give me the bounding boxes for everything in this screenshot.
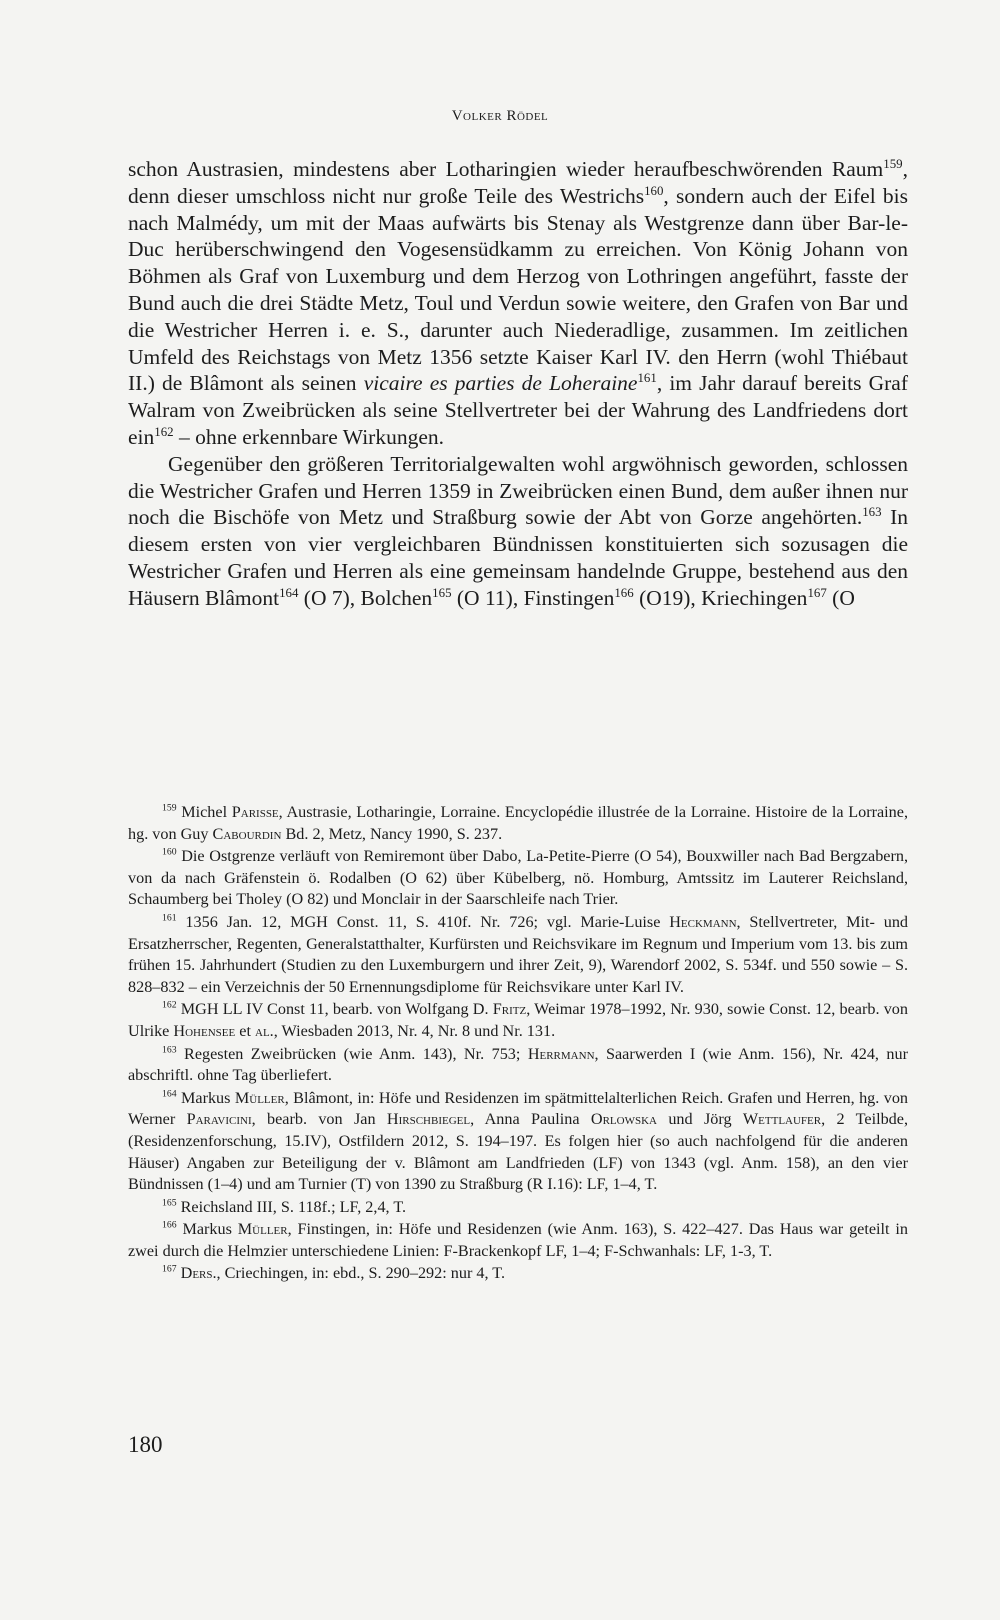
author-name: al.	[255, 1021, 274, 1040]
author-name: Orlowska	[590, 1110, 657, 1129]
author-name: Müller	[234, 1088, 285, 1107]
text-span: , Saarwerden I (wie Anm. 156), Nr. 424, nur abschriftl. ohne Tag überliefert.	[128, 1044, 908, 1085]
text-span: MGH LL IV Const 11, bearb. von Wolfgang D.	[180, 1000, 493, 1019]
footnote-number: 167	[162, 1264, 177, 1276]
text-span: , 2 Teilbde, (Residenzenforschung, 15.IV), Ostfildern 2012, S. 194–197. Es folgen hier (so auch nachfolgend für die anderen Häuser) Angaben zur Beteiligung der v. Blâmont am Landfrieden (LF) von 1343 (vgl. Anm. 158), an den vier Bündnissen (1–4) und am Turnier (T) von 1390 zu Straßburg (R I.16): LF, 1–4, T.	[128, 1110, 908, 1194]
text-span: (O	[826, 585, 855, 610]
text-span: – ohne erkennbare Wirkungen.	[173, 424, 445, 449]
text-span: , im Jahr darauf bereits Graf Walram von Zweibrücken als seine Stellvertreter bei der Wahrung des Landfriedens dort ein	[128, 371, 908, 449]
text-span: , bearb. von Jan	[251, 1110, 387, 1129]
footnote-ref-165[interactable]: 165	[432, 585, 452, 600]
footnote-165	[128, 1197, 908, 1219]
footnote-ref-163[interactable]: 163	[862, 505, 882, 520]
footnote-ref-160[interactable]: 160	[644, 183, 664, 198]
text-span: , Stellvertreter, Mit- und Ersatzherrscher, Regenten, Generalstatthalter, Kurfürsten und Reichsvikare im Regnum und Imperium vom 13. bis zum frühen 15. Jahrhundert (Studien zu den Luxemburgern und ihrer Zeit, 9), Warendorf 2002, S. 534f. und 550 sowie – S. 828–832 – ein Verzeichnis der 50 Ernennungsdiplome für Reichsvikare unter Karl IV.	[128, 912, 909, 996]
author-name: Fritz	[492, 1000, 527, 1019]
text-span: und Jörg	[656, 1110, 743, 1129]
text-span: , Weimar 1978–1992, Nr. 930, sowie Const. 12, bearb. von Ulrike	[128, 1000, 908, 1040]
author-name: Hohensee	[173, 1021, 236, 1040]
footnote-number: 163	[162, 1044, 177, 1056]
text-span: (O 7), Bolchen	[298, 585, 433, 610]
text-span: Gegenüber den größeren Territorialgewalten wohl argwöhnisch geworden, schlossen die Westricher Grafen und Herren 1359 in Zweibrücken einen Bund, dem außer ihnen nur noch die Bischöfe von Metz und Straßburg sowie der Abt von Gorze angehörten.	[128, 451, 908, 530]
text-span: , Wiesbaden 2013, Nr. 4, Nr. 8 und Nr. 131.	[273, 1021, 556, 1040]
footnotes	[128, 802, 908, 1286]
footnote-ref-166[interactable]: 166	[614, 585, 634, 600]
text-span: , Criechingen, in: ebd., S. 290–292: nur 4, T.	[216, 1264, 506, 1283]
footnote-number: 160	[162, 846, 177, 858]
text-span: schon Austrasien, mindestens aber Lotharingien wieder heraufbeschwörenden Raum	[128, 157, 884, 181]
author-name: Cabourdin	[212, 824, 282, 843]
footnote-161	[128, 912, 908, 998]
text-span: 1356 Jan. 12, MGH Const. 11, S. 410f. Nr. 726; vgl. Marie-Luise	[185, 912, 670, 931]
text-span: (O19), Kriechingen	[633, 585, 808, 610]
footnote-ref-162[interactable]: 162	[154, 424, 174, 439]
main-text	[128, 156, 908, 612]
footnote-number: 159	[162, 802, 177, 814]
footnote-number: 166	[162, 1219, 177, 1231]
author-name: Parisse	[231, 803, 279, 821]
author-name: Paravicini	[186, 1110, 252, 1129]
footnote-163	[128, 1044, 908, 1087]
text-span: et	[235, 1021, 255, 1040]
author-name: Ders.	[180, 1264, 217, 1283]
text-span: , Finstingen, in: Höfe und Residenzen (wie Anm. 163), S. 422–427. Das Haus war geteilt in zwei durch die Helmzier unterschiedene Linien: F-Brackenkopf LF, 1–4; F-Schwanhals: LF, 1-3, T.	[128, 1220, 908, 1260]
footnote-ref-159[interactable]: 159	[883, 156, 903, 171]
italic-text: vicaire es parties de Loheraine	[363, 371, 638, 396]
text-span: Markus	[182, 1220, 238, 1239]
author-name: Herrmann	[527, 1044, 595, 1063]
text-span: , sondern auch der Eifel bis nach Malmédy, um mit der Maas aufwärts bis Stenay als Westgrenze dann über Bar-le-Duc herüberschwingend den Vogesensüdkamm zu erreichen. Von König Johann von Böhmen als Graf von Luxemburg und dem Herzog von Lothringen angeführt, fasste der Bund auch die drei Städte Metz, Toul und Verdun sowie weitere, den Grafen von Bar und die Westricher Herren i. e. S., darunter auch Niederadlige, zusammen. Im zeitlichen Umfeld des Reichstags von Metz 1356 setzte Kaiser Karl IV. den Herrn (wohl Thiébaut II.) de Blâmont als seinen	[128, 183, 908, 396]
author-name: Heckmann	[669, 912, 737, 931]
text-span: Markus	[181, 1088, 235, 1107]
text-span: In diesem ersten von vier vergleichbaren Bündnissen konstituierten sich sozusagen die Westricher Grafen und Herren als eine gemeinsam handelnde Gruppe, bestehend aus den Häusern Blâmont	[128, 505, 908, 610]
footnote-ref-167[interactable]: 167	[807, 585, 827, 600]
footnote-167	[128, 1263, 908, 1285]
text-span: Die Ostgrenze verläuft von Remiremont über Dabo, La-Petite-Pierre (O 54), Bouxwiller nach Bad Bergzabern, von da nach Gräfenstein ö. Rodalben (O 62) über Kübelberg, nö. Homburg, Amtssitz im Lauterer Reichsland, Schaumberg bei Tholey (O 82) und Monclair in der Saarschleife nach Trier.	[128, 847, 909, 909]
footnote-162	[128, 999, 908, 1042]
text-span: , Anna Paulina	[470, 1110, 591, 1129]
footnote-166	[128, 1219, 908, 1262]
text-span: (O 11), Finstingen	[451, 585, 615, 610]
text-span: Bd. 2, Metz, Nancy 1990, S. 237.	[281, 824, 503, 843]
author-name: Müller	[237, 1220, 288, 1239]
footnote-number: 162	[162, 999, 177, 1011]
paragraph-1	[128, 156, 908, 451]
footnote-159	[128, 802, 908, 845]
page-number: 180	[128, 1432, 163, 1457]
footnote-164	[128, 1088, 908, 1196]
text-span: , denn dieser umschloss nicht nur große Teile des Westrichs	[128, 157, 908, 208]
footnote-number: 161	[162, 912, 177, 924]
footnote-number: 164	[162, 1088, 177, 1100]
footnote-160	[128, 846, 908, 911]
footnote-ref-164[interactable]: 164	[279, 585, 299, 600]
text-span: Michel	[181, 803, 232, 821]
footnote-number: 165	[162, 1197, 177, 1209]
author-name: Wettlaufer	[742, 1110, 822, 1129]
author-name: Hirschbiegel	[386, 1110, 471, 1129]
paragraph-2	[128, 451, 908, 612]
text-span: , Blâmont, in: Höfe und Residenzen im spätmittelalterlichen Reich. Grafen und Herren, hg. von Werner	[128, 1088, 909, 1129]
footnote-ref-161[interactable]: 161	[637, 371, 657, 386]
running-head: Volker Rödel	[451, 108, 549, 124]
text-span: , Austrasie, Lotharingie, Lorraine. Encyclopédie illustrée de la Lorraine. Histoire de la Lorraine, hg. von Guy	[128, 803, 908, 843]
text-span: Reichsland III, S. 118f.; LF, 2,4, T.	[180, 1197, 407, 1216]
text-span: Regesten Zweibrücken (wie Anm. 143), Nr. 753;	[184, 1044, 528, 1063]
